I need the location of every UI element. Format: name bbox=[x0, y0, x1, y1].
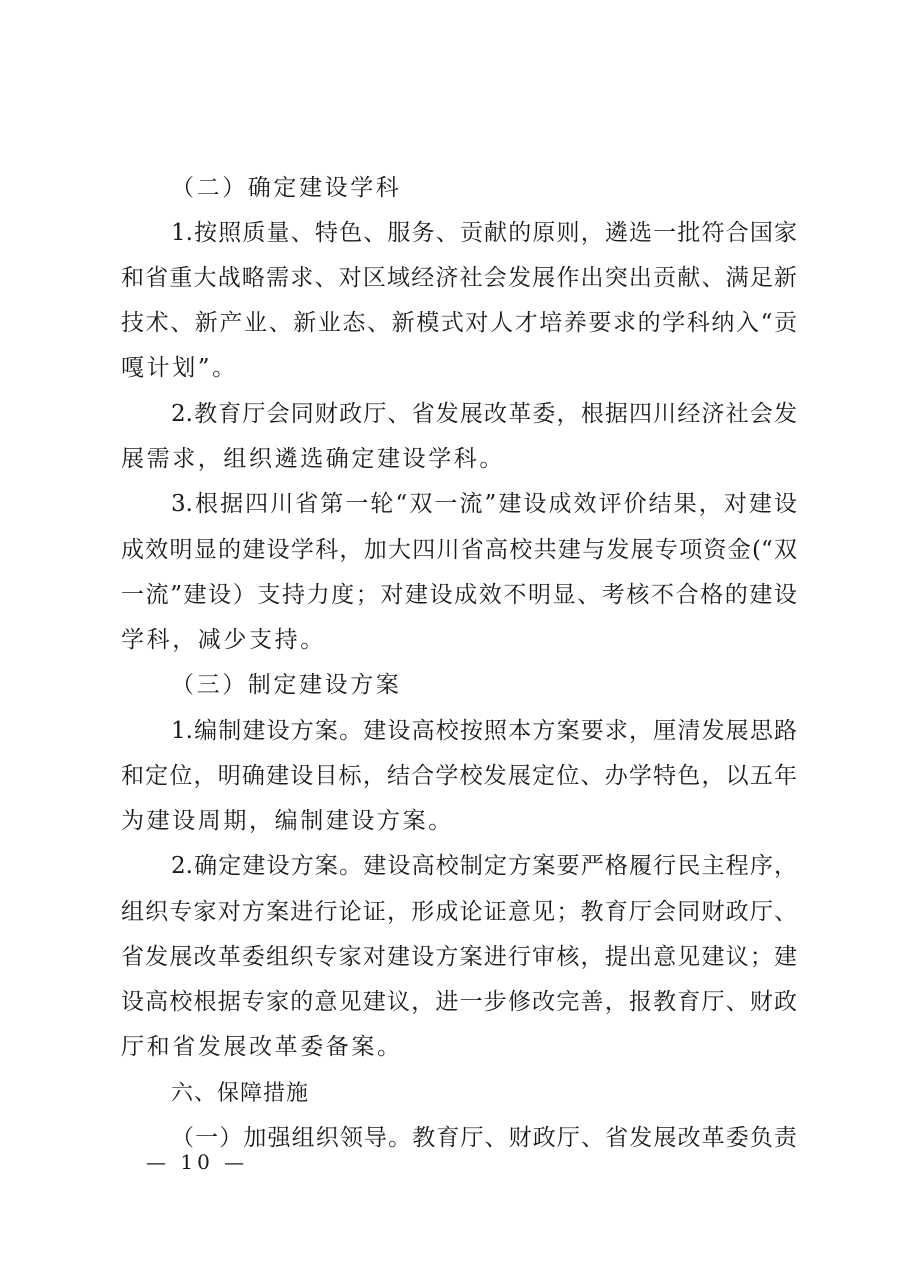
subheading-formulate-plan: （三）制定建设方案 bbox=[171, 672, 402, 698]
paragraph-line: 组织专家对方案进行论证，形成论证意见；教育厅会同财政厅、 bbox=[121, 899, 797, 925]
paragraph-line: 2.教育厅会同财政厅、省发展改革委，根据四川经济社会发 bbox=[171, 401, 797, 427]
paragraph-line: 嘎计划”。 bbox=[121, 355, 238, 381]
subheading-determine-disciplines: （二）确定建设学科 bbox=[171, 175, 402, 201]
paragraph-line: 厅和省发展改革委备案。 bbox=[121, 1034, 403, 1060]
paragraph-line: 一流”建设）支持力度；对建设成效不明显、考核不合格的建设 bbox=[121, 582, 797, 608]
paragraph-line: 1.按照质量、特色、服务、贡献的原则，遴选一批符合国家 bbox=[171, 220, 797, 246]
page-number: — 10 — bbox=[146, 1150, 249, 1174]
paragraph-line: 1.编制建设方案。建设高校按照本方案要求，厘清发展思路 bbox=[171, 718, 797, 744]
paragraph-line: 成效明显的建设学科，加大四川省高校共建与发展专项资金(“双 bbox=[121, 537, 797, 563]
paragraph-line: 和省重大战略需求、对区域经济社会发展作出突出贡献、满足新 bbox=[121, 265, 797, 291]
paragraph-line: 3.根据四川省第一轮“双一流”建设成效评价结果，对建设 bbox=[171, 491, 797, 517]
paragraph-line: 设高校根据专家的意见建议，进一步修改完善，报教育厅、财政 bbox=[121, 989, 797, 1015]
paragraph-line: 省发展改革委组织专家对建设方案进行审核，提出意见建议；建 bbox=[121, 944, 797, 970]
paragraph-line: 技术、新产业、新业态、新模式对人才培养要求的学科纳入“贡 bbox=[121, 310, 797, 336]
paragraph-line: 学科，减少支持。 bbox=[121, 627, 326, 653]
paragraph-line: 2.确定建设方案。建设高校制定方案要严格履行民主程序， bbox=[171, 853, 797, 879]
paragraph-line: 为建设周期，编制建设方案。 bbox=[121, 808, 454, 834]
paragraph-line: （一）加强组织领导。教育厅、财政厅、省发展改革委负责 bbox=[171, 1125, 797, 1151]
section-heading-safeguards: 六、保障措施 bbox=[171, 1081, 310, 1106]
paragraph-line: 和定位，明确建设目标，结合学校发展定位、办学特色，以五年 bbox=[121, 763, 797, 789]
paragraph-line: 展需求，组织遴选确定建设学科。 bbox=[121, 446, 505, 472]
